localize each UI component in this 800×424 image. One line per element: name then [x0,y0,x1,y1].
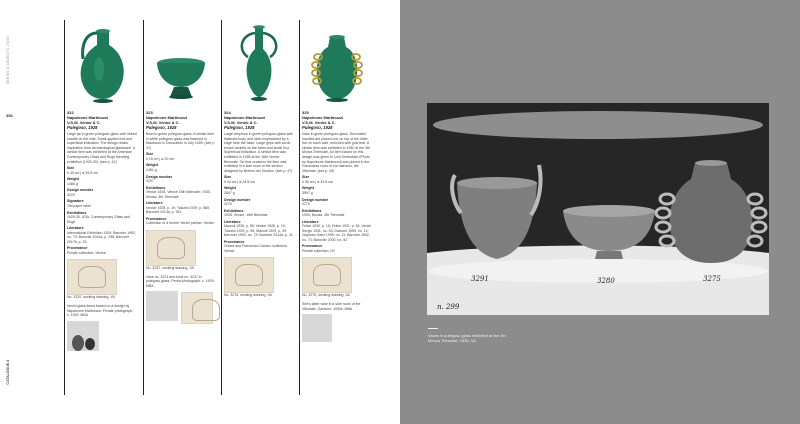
green-amphora-image [224,23,294,107]
entry-description: Vase in green pulegoso glass. Decorated handles are placed one on top of the other, five on each side, enriched with gold leaf. A similar item was exhibited in 1930 at the 4th Monza Triennale. An item based on this design was given to Lord Grimsditch (Photo by Napoleone Martinuzzi) and placed in the Gardonese room of his mansion, the Vittoriale. (see p. 49) [302,132,370,173]
weight-label: Weight [224,186,236,191]
entry-title: Pulegoso, 1928 [302,125,333,130]
entry-notes: No. 3220, working drawing, VA Venini glass items based on a design by Napoleone Martinuzzi. Private photograph, c. 1929, MBA [67,295,134,318]
exhibitions-value: Venice 1928, Venice 15th Biennale; 1930, Monza, 4th Triennale [146,190,211,199]
period-photo-thumbnail [67,321,99,351]
provenance-label: Provenance [146,216,167,221]
design-number-label: Design number [67,188,94,193]
signature-value: Old paper label [67,204,91,209]
literature-value: Venice 1928, p. 19; Tiazzini 1929, p. 580; Barovier 2014a, p. 251 [146,205,211,215]
entry-maker: Napoleone Martinuzzi V.S.M. Venini & C. [146,115,188,125]
provenance-label: Provenance [67,246,88,251]
working-drawing-thumbnail [224,257,274,293]
working-drawing-thumbnail [146,230,196,266]
weight-label: Weight [302,186,314,191]
entry-maker: Napoleone Martinuzzi V.S.M. Venini & C. [224,115,266,125]
running-head: SERIES & OBJECTS 1920s [6,36,10,85]
column-rule [143,20,144,395]
exhibitions-label: Exhibitions [224,208,244,213]
plate-number-label: 3291 [471,275,489,283]
design-number-value: 3275 [302,202,310,207]
entry-notes: No. 3275, working drawing, VA She's latter vase in a side room of the Vittoriale, Gardone, 1930s, MBA [302,293,361,311]
period-photo-thumbnail [302,314,332,342]
size-value: h 44 cm | ø 24.5 cm [224,179,255,184]
exhibitions-value: 1929-30, USA, Contemporary Glass and Rugs [67,215,130,224]
literature-label: Literature [224,219,241,224]
column-rule [299,20,300,395]
exhibitions-label: Exhibitions [146,185,166,190]
entry-notes: No. 3276, working drawing, VA [224,293,272,298]
design-number-label: Design number [224,197,251,202]
design-number-label: Design number [146,174,173,179]
size-label: Size [146,152,154,157]
provenance-value: Chiara and Francesco Carraro collection, Venice [224,244,288,253]
catalogue-entry [67,22,137,351]
caption-mark [428,328,438,329]
size-value: h 40 cm | ø 29.5 cm [67,170,98,175]
handled-vase-photo [302,22,372,108]
page-number: 356 [6,113,13,118]
column-rule [221,20,222,395]
literature-label: Literature [302,219,319,224]
working-drawing-thumbnail [302,257,352,293]
size-label: Size [224,175,232,180]
weight-value: 1488 g [67,181,78,186]
literature-value: Marzoli 1928, p. 55; Venice 1928, p. 19; Tiazzini 1929, p. 65; Marzoli 1929, p. 39; Barovier 1992, no. 73; Barovier 2014a, p. 31 [224,224,293,238]
period-plate-photo [427,103,769,315]
plate-sheet-mark: n. 299 [437,303,460,311]
period-photo-thumbnail [146,291,178,321]
entry-title: Pulegoso, 1928 [67,125,98,130]
entry-number: 322 [67,110,74,115]
catalogue-entry [146,22,216,324]
literature-value: International Exhibition 1929; Barovier 1992, no. 73; Barovier 2014a, p. 298; Barovier 2017b, p. 23 [67,230,136,244]
green-handled-vase-image [302,23,372,107]
signature-label: Signature [67,199,84,204]
entry-notes: No. 3237, working drawing, VA Vase no. 3274 and bowl no. 3237 in pulegoso glass. Period photograph, c. 1929, MBA [146,265,215,288]
column-rule [64,20,65,395]
jug-photo [67,22,137,108]
provenance-label: Provenance [302,244,323,249]
weight-value: 3997 g [302,191,313,196]
entry-description: Large amphora in green pulegoso glass with flattened body and neck emphasized by a ridge near the base. Large grips with scroll-ended wickets on the sides and small foot. Superficial iridization. A similar item was exhibited in 1928 at the 16th Venice Biennale. On that occasion the item was exhibited in a side room in the section designed by Brenno del Giudice. (see p. 47) [224,132,293,173]
weight-label: Weight [146,163,158,168]
entry-description: Bowl in green pulegoso glass. A similar item in white pulegoso glass was featured in Madruzzo in Decoration in July 1928. (see p. 47) [146,132,216,150]
exhibitions-label: Exhibitions [302,208,322,213]
provenance-value: Private collection, NY [302,248,336,253]
catalogue-entry [302,22,372,342]
provenance-value: Collection of a former Venini partner, Venice [146,221,215,226]
entry-maker: Napoleone Martinuzzi V.S.M. Venini & C. [302,115,344,125]
green-jug-image [67,23,137,107]
entry-maker: Napoleone Martinuzzi V.S.M. Venini & C. [67,115,109,125]
plate-number-label: 3275 [703,275,721,283]
exhibitions-value: 1928, Venice, 16th Biennale [224,213,268,218]
entry-title: Pulegoso, 1928 [224,125,255,130]
literature-label: Literature [67,226,84,231]
weight-value: 2847 g [224,191,235,196]
bw-display-photo [427,103,769,315]
size-value: h 15 cm | ø 20 cm [146,156,174,161]
design-number-label: Design number [302,197,329,202]
plate-caption: Vases in pulegoso glass exhibited at the 4th Monza Triennale, 1930, VA [428,333,506,343]
provenance-value: Private collection, Venice [67,250,106,255]
working-drawing-thumbnail [67,259,117,295]
entry-title: Pulegoso, 1928 [146,125,177,130]
amphora-photo [224,22,294,108]
bw-vase-image [68,327,98,351]
entry-number: 325 [302,110,309,115]
size-label: Size [302,175,310,180]
design-number-value: 3220 [67,192,75,197]
size-label: Size [67,166,75,171]
literature-value: Felice 1930, p. 16; Felice 1931, p. 64; Venini Sergio 1931, no. 53; Dabovic 1955, no. 14; Clapham Sanz 1999, no. 11; Barovier 1992, no. 73; Barovier 2000, no. 52 [302,224,372,242]
exhibitions-label: Exhibitions [67,210,87,215]
provenance-label: Provenance [224,239,245,244]
design-number-value: 3276 [224,202,232,207]
literature-label: Literature [146,201,163,206]
entry-number: 323 [146,110,153,115]
green-bowl-image [146,23,216,107]
entry-number: 324 [224,110,231,115]
entry-description: Large jar in green pulegoso glass with ribbed handle on the side. Small applied foot and superficial iridization. The design draws inspiration from archaeological glassware. A similar item was exhibited at the American Contemporary Glass and Rugs traveling exhibition (1929-30). (see p. 43) [67,132,137,164]
weight-label: Weight [67,177,79,182]
plate-number-label: 3280 [597,277,615,285]
catalogue-entry [224,22,294,298]
design-number-value: 3237 [146,179,154,184]
weight-value: 1451 g [146,168,157,173]
running-foot: CATALOGUE 4 [6,360,10,385]
exhibitions-value: 1930, Monza, 4th Triennale [302,213,345,218]
working-drawing-thumbnail [181,292,213,324]
size-value: h 30 cm | ø 33.5 cm [302,179,333,184]
bowl-photo [146,22,216,108]
